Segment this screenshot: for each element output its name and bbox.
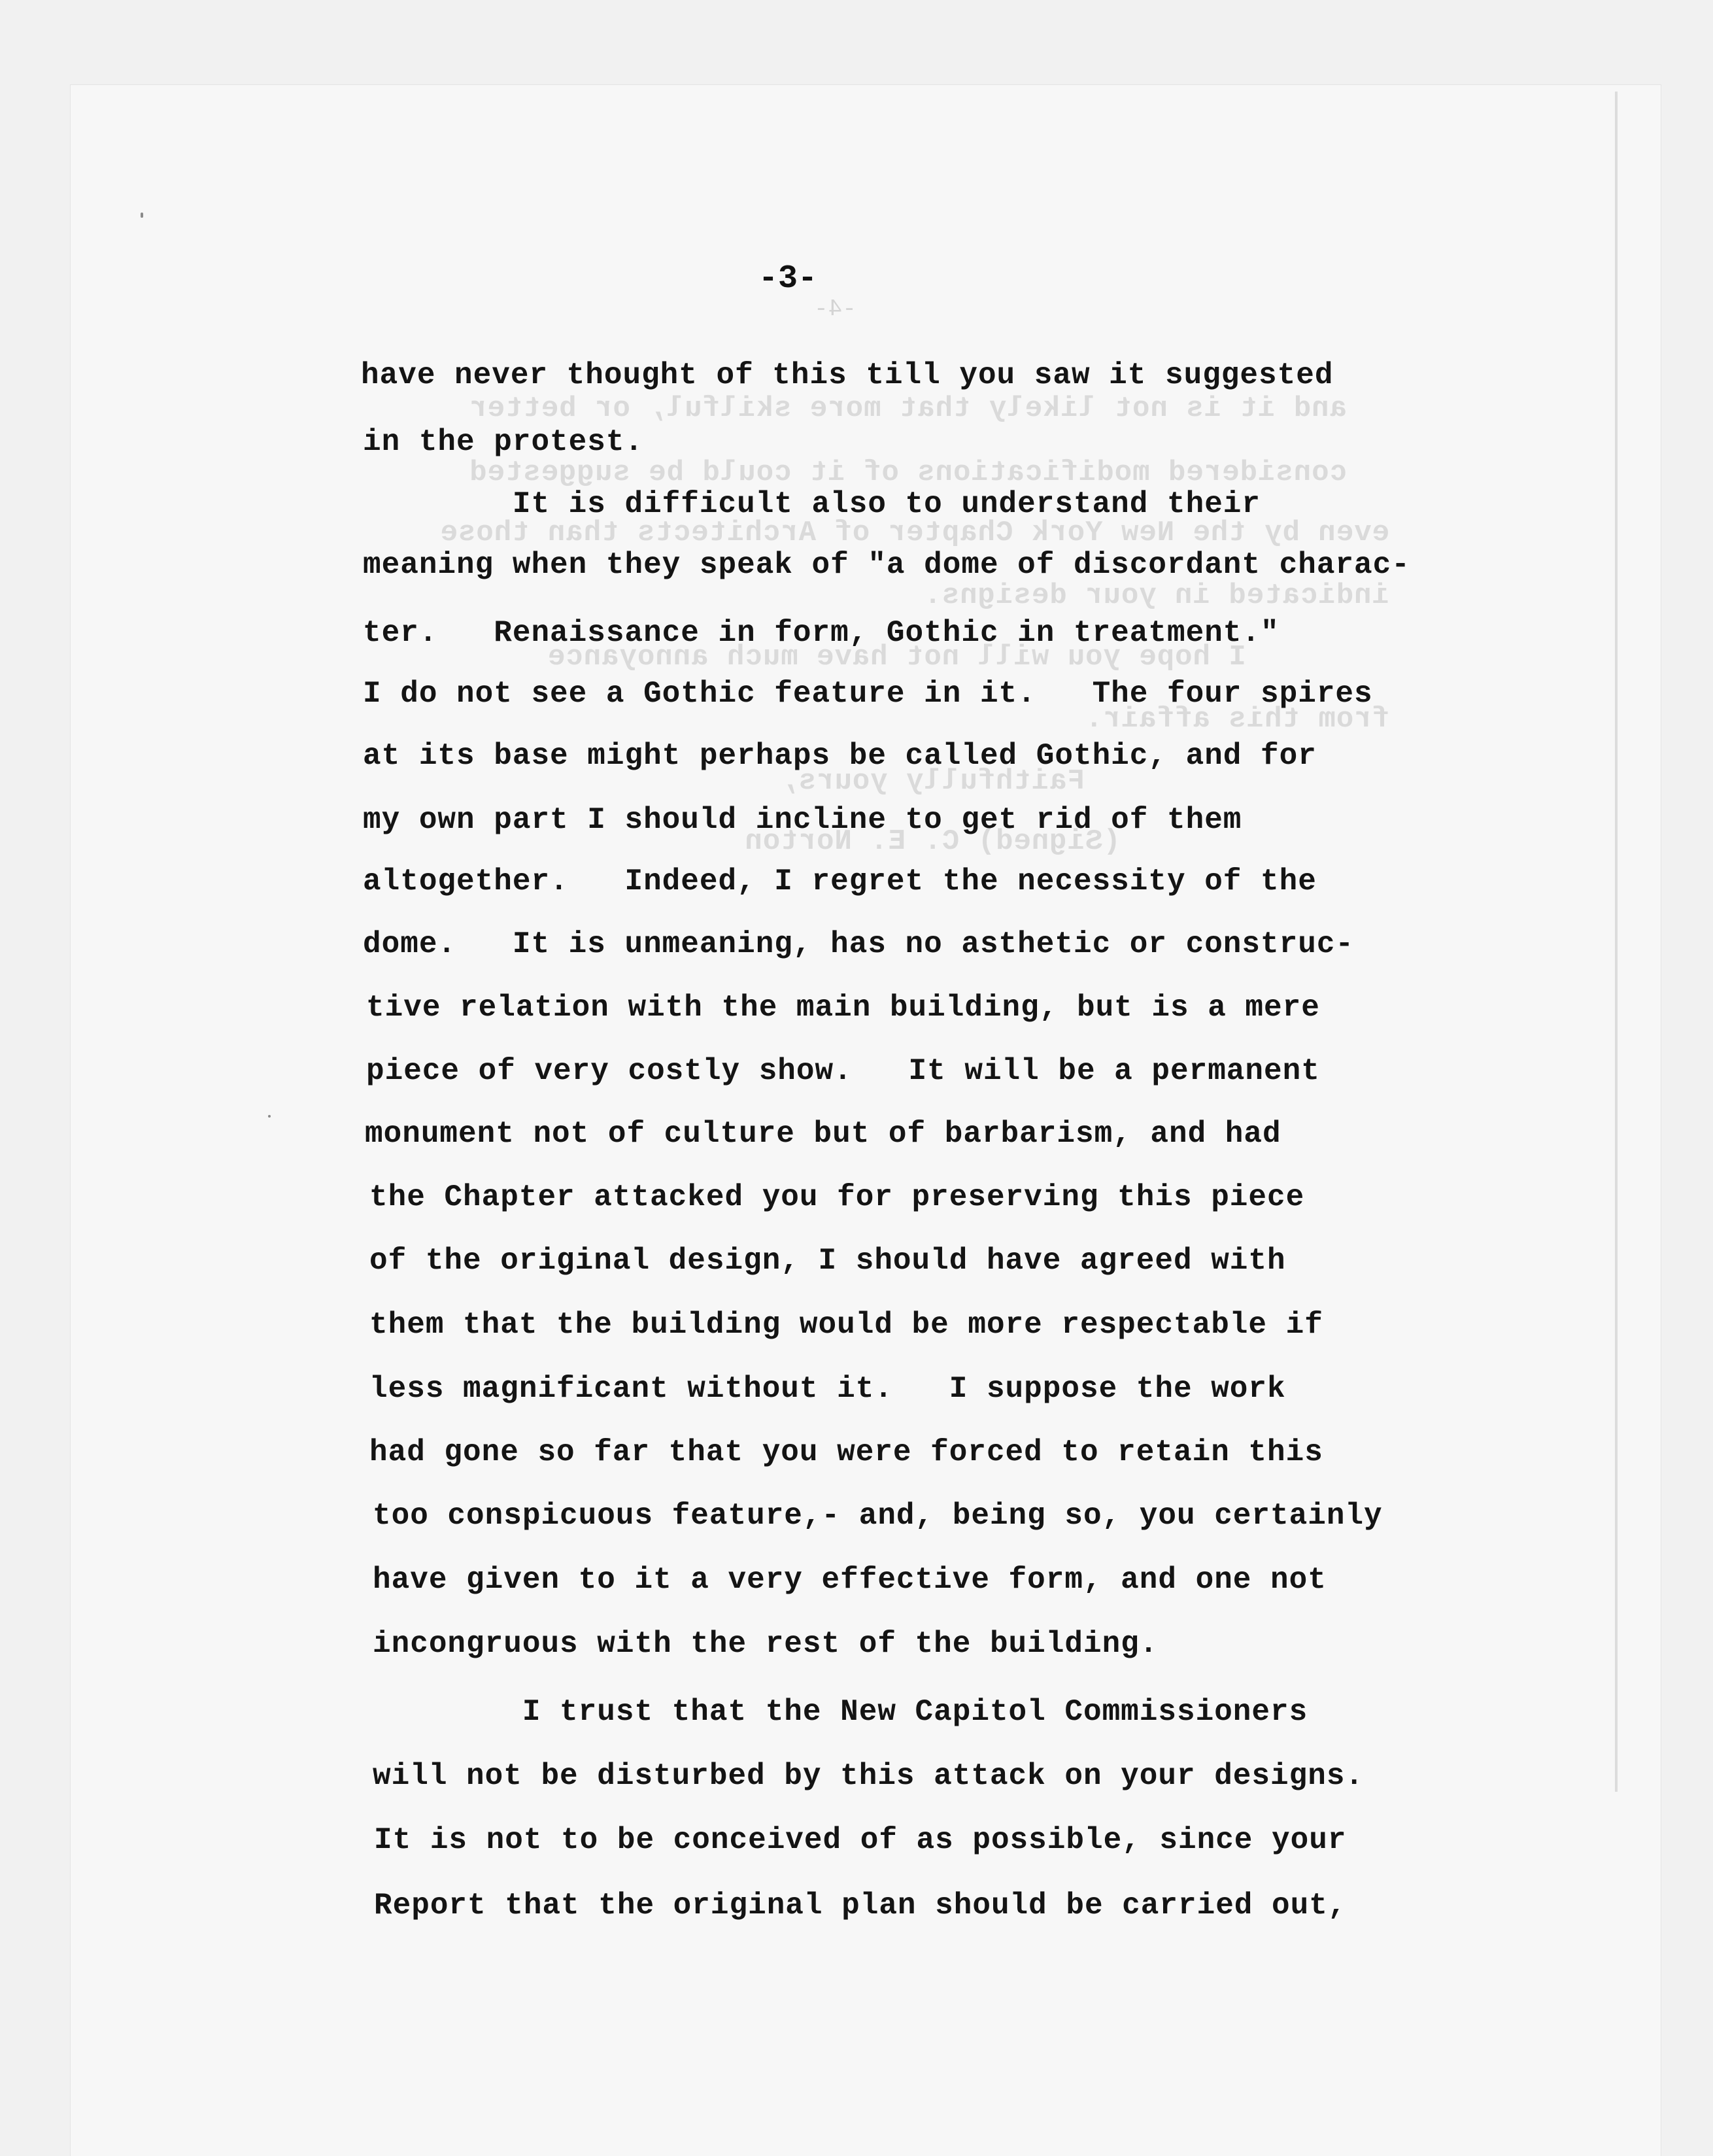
bleed-through-line: I hope you will not have much annoyance bbox=[547, 641, 1389, 674]
text-line: I trust that the New Capitol Commissioners bbox=[373, 1695, 1308, 1729]
text-line: had gone so far that you were forced to retain this bbox=[369, 1435, 1323, 1469]
bleed-through-line: from this affair. bbox=[1085, 703, 1389, 736]
text-line: have never thought of this till you saw it suggested bbox=[361, 358, 1334, 392]
text-line: less magnificant without it. I suppose the work bbox=[369, 1372, 1286, 1406]
sheet-edge bbox=[1615, 92, 1618, 1792]
text-line: at its base might perhaps be called Gothic, and for bbox=[363, 739, 1317, 773]
text-line: I do not see a Gothic feature in it. The four spires bbox=[363, 677, 1373, 711]
bleed-through-line: (Signed) C. E. Norton bbox=[744, 825, 1389, 858]
bleed-through-line: Faithfully yours, bbox=[780, 765, 1389, 798]
text-line: too conspicuous feature,- and, being so, you certainly bbox=[373, 1499, 1383, 1533]
text-line: in the protest. bbox=[363, 425, 644, 459]
text-line: Report that the original plan should be carried out, bbox=[374, 1889, 1347, 1923]
text-line: my own part I should incline to get rid of them bbox=[363, 803, 1242, 837]
text-line: monument not of culture but of barbarism, and had bbox=[365, 1117, 1281, 1151]
text-line: tive relation with the main building, but is a mere bbox=[366, 991, 1320, 1025]
bleed-through-line: even by the New York Chapter of Architects than those bbox=[439, 517, 1389, 549]
page-number: -3- bbox=[758, 260, 818, 298]
text-line: of the original design, I should have agreed with bbox=[369, 1244, 1286, 1278]
text-line: the Chapter attacked you for preserving this piece bbox=[369, 1180, 1305, 1214]
text-line: have given to it a very effective form, and one not bbox=[373, 1563, 1327, 1597]
text-line: It is not to be conceived of as possible, since your bbox=[374, 1823, 1347, 1857]
text-line: piece of very costly show. It will be a permanent bbox=[366, 1054, 1320, 1088]
text-line: ter. Renaissance in form, Gothic in treatment." bbox=[363, 616, 1280, 650]
text-line: incongruous with the rest of the building. bbox=[373, 1627, 1159, 1661]
text-line: altogether. Indeed, I regret the necessity of the bbox=[363, 864, 1317, 898]
bleed-through-line: and it is not likely that more skilful, or better bbox=[469, 392, 1347, 425]
paper-speck bbox=[141, 213, 143, 218]
text-line: will not be disturbed by this attack on your designs. bbox=[373, 1759, 1365, 1793]
text-line: dome. It is unmeaning, has no asthetic or construc- bbox=[363, 927, 1355, 961]
bleed-through-line: indicated in your designs. bbox=[923, 579, 1389, 612]
bleed-through-line: considered modifications of it could be suggested bbox=[469, 456, 1347, 489]
paper-speck bbox=[268, 1115, 271, 1118]
bleed-through-page-number: -4- bbox=[814, 296, 856, 322]
text-line: It is difficult also to understand their bbox=[363, 487, 1261, 521]
text-line: them that the building would be more respectable if bbox=[369, 1308, 1323, 1342]
text-line: meaning when they speak of "a dome of discordant charac- bbox=[363, 548, 1410, 582]
